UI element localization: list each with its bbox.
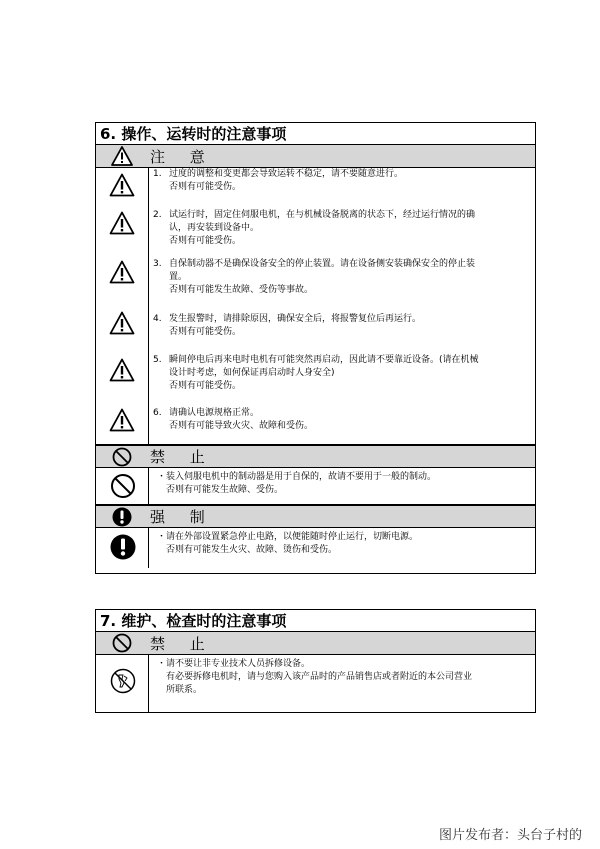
caution-item-4: 4. 发生报警时，请排除原因，确保安全后，将报警复位后再运行。 否则有可能受伤。: [153, 314, 422, 337]
warning-triangle-icon: [96, 146, 148, 166]
caution-item-1: 1. 过度的调整和变更都会导致运转不稳定，请不要随意进行。 否则有可能受伤。: [153, 169, 404, 192]
prohibition-circle-icon: [110, 473, 136, 499]
caution-item-3: 3. 自保制动器不是确保设备安全的停止装置。请在设备侧安装确保安全的停止装 置。 否则有可能发生故障、受伤等事故。: [153, 259, 476, 295]
mandatory-exclamation-icon: [96, 507, 148, 527]
prohibit-header-7: [96, 632, 535, 655]
prohibition-circle-icon: [96, 633, 148, 653]
mandatory-header: [96, 505, 535, 528]
caution-item-6: 6. 请确认电源规格正常。 否则有可能导致火灾、故障和受伤。: [153, 408, 314, 431]
prohibit-header: [96, 445, 535, 468]
caution-header-label: 注 意: [150, 147, 215, 166]
prohibit-body: [96, 468, 535, 505]
mandatory-header-label: 强 制: [150, 508, 215, 526]
mandatory-exclamation-icon: [110, 534, 136, 560]
warning-triangle-icon: [109, 311, 135, 335]
publisher-caption: 图片发布者：头台子村的: [438, 828, 582, 843]
caution-item-5: 5. 瞬间停电后再来电时电机有可能突然再启动，因此请不要靠近设备。(请在机械 设计时考虑，如何保证再启动时人身安全) 否则有可能受伤。: [153, 355, 479, 391]
caution-header: [96, 145, 535, 168]
mandatory-item: ・ 请在外部设置紧急停止电路，以便能随时停止运行，切断电源。 否则有可能发生火灾、故障、烫伤和受伤。: [157, 532, 419, 555]
prohibit-item: ・ 装入伺服电机中的制动器是用于自保的，故请不要用于一般的制动。 否则有可能发生故障、受伤。: [157, 472, 437, 495]
caution-text-column: [149, 168, 535, 444]
section-7-title: 7. 维护、检查时的注意事项: [96, 610, 535, 632]
warning-triangle-icon: [109, 260, 135, 284]
no-disassembly-icon: [110, 668, 136, 694]
mandatory-body: [96, 528, 535, 568]
caution-icon-column: [96, 168, 149, 444]
warning-triangle-icon: [109, 173, 135, 197]
section-6-title: 6. 操作、运转时的注意事项: [96, 123, 535, 145]
prohibition-circle-icon: [96, 447, 148, 467]
warning-triangle-icon: [109, 358, 135, 382]
section-7-table: [95, 609, 536, 713]
warning-triangle-icon: [109, 408, 135, 432]
caution-item-2: 2. 试运行时，固定住伺服电机，在与机械设备脱离的状态下，经过运行情况的确 认，再安装到设备中。 否则有可能受伤。: [153, 210, 476, 246]
section-6-table: [95, 122, 536, 574]
warning-triangle-icon: [109, 211, 135, 235]
prohibit-body-7: [96, 655, 535, 712]
prohibit-header-7-label: 禁 止: [150, 634, 215, 653]
prohibit-item-7: ・ 请不要让非专业技术人员拆修设备。 有必要拆修电机时，请与您购入该产品时的产品销售店或者附近的本公司营业 所联系。: [157, 659, 473, 695]
caution-body: [96, 168, 535, 445]
prohibit-header-label: 禁 止: [150, 448, 215, 466]
